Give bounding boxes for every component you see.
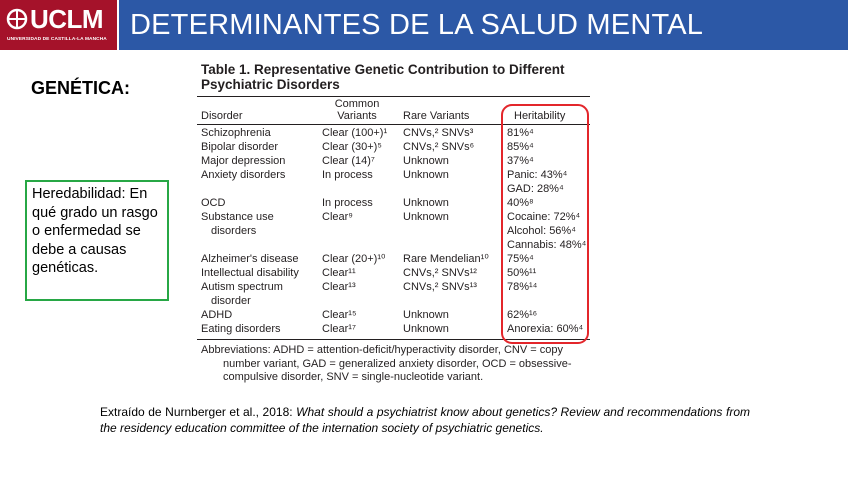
table-cell: Clear (14)⁷ (322, 155, 375, 167)
section-label: GENÉTICA: (31, 78, 130, 98)
table-cell: 50%¹¹ (507, 267, 537, 279)
table-cell: Major depression (201, 155, 286, 167)
table-cell: 37%⁴ (507, 155, 534, 167)
table-cell: Clear (30+)⁵ (322, 141, 382, 153)
table-cell: Alzheimer's disease (201, 253, 299, 265)
table-cell: 81%⁴ (507, 127, 534, 139)
table-cell: 62%¹⁶ (507, 309, 538, 321)
table-cell: Panic: 43%⁴ (507, 169, 568, 181)
table-cell: disorders (211, 225, 257, 237)
table-cell: Anxiety disorders (201, 169, 286, 181)
abbrev-line: number variant, GAD = generalized anxiety disorder, OCD = obsessive- (223, 357, 572, 370)
source-caption (100, 404, 750, 436)
table-cell: Autism spectrum (201, 281, 283, 293)
table-cell: Unknown (403, 211, 449, 223)
table-cell: Clear¹⁷ (322, 323, 356, 335)
header-heritability: Heritability (514, 110, 566, 122)
table-cell: Clear⁹ (322, 211, 353, 223)
abbrev-line: Abbreviations: ADHD = attention-deficit/hyperactivity disorder, CNV = copy (201, 344, 563, 356)
table-cell: ADHD (201, 309, 233, 321)
table-cell: 78%¹⁴ (507, 281, 538, 293)
uclm-emblem-icon (6, 8, 28, 30)
table-cell: Clear¹³ (322, 281, 356, 293)
table-cell: In process (322, 169, 373, 181)
caption-prefix: Extraído de Nurnberger et al., 2018: (100, 405, 297, 419)
table-cell: 85%⁴ (507, 141, 534, 153)
table-cell: Schizophrenia (201, 127, 271, 139)
table-cell: 75%⁴ (507, 253, 534, 265)
table-cell: In process (322, 197, 373, 209)
table-cell: Bipolar disorder (201, 141, 279, 153)
header-rare-variants: Rare Variants (403, 110, 470, 122)
title-bar (119, 0, 848, 50)
table-cell: Unknown (403, 197, 449, 209)
table-cell: Clear¹¹ (322, 267, 356, 279)
table-cell: Clear (100+)¹ (322, 127, 388, 139)
table-cell: Unknown (403, 323, 449, 335)
table-cell: 40%⁸ (507, 197, 534, 209)
logo-subtitle: UNIVERSIDAD DE CASTILLA-LA MANCHA (7, 37, 107, 42)
table-cell: Eating disorders (201, 323, 281, 335)
table-cell: CNVs,² SNVs³ (403, 127, 474, 139)
heritability-definition-box: Heredabilidad: En qué grado un rasgo o enfermedad se debe a causas genéticas. (25, 180, 169, 301)
table-cell: CNVs,² SNVs¹³ (403, 281, 477, 293)
table-cell: Unknown (403, 155, 449, 167)
uclm-logo (0, 0, 117, 50)
table-abbreviations (197, 344, 592, 385)
header-disorder: Disorder (201, 110, 243, 122)
table-cell: Unknown (403, 309, 449, 321)
heritability-highlight (501, 104, 589, 344)
caption-title: What should a psychiatrist know about genetics? Review and recommendations from the residency education committee of the internation society of psychiatric genetics. (100, 405, 750, 435)
table-cell: GAD: 28%⁴ (507, 183, 564, 195)
table-cell: Rare Mendelian¹⁰ (403, 253, 489, 265)
abbrev-line: compulsive disorder, SNV = single-nucleotide variant. (223, 371, 484, 383)
table-cell: Anorexia: 60%⁴ (507, 323, 584, 335)
table-cell: Cocaine: 72%⁴ (507, 211, 581, 223)
table-cell: CNVs,² SNVs⁶ (403, 141, 475, 153)
table-cell: Cannabis: 48%⁴ (507, 239, 587, 251)
table-title: Table 1. Representative Genetic Contribution to Different Psychiatric Disorders (201, 62, 565, 92)
table-cell: CNVs,² SNVs¹² (403, 267, 477, 279)
table-cell: OCD (201, 197, 226, 209)
table-cell: Clear¹⁵ (322, 309, 357, 321)
table-cell: Clear (20+)¹⁰ (322, 253, 386, 265)
logo-text: UCLM (30, 4, 104, 34)
table-cell: Alcohol: 56%⁴ (507, 225, 576, 237)
slide-title: DETERMINANTES DE LA SALUD MENTAL (130, 9, 704, 41)
header-common-variants: Common Variants (334, 98, 380, 122)
table-cell: Substance use (201, 211, 274, 223)
table-cell: disorder (211, 295, 251, 307)
table-cell: Unknown (403, 169, 449, 181)
table-cell: Intellectual disability (201, 267, 299, 279)
